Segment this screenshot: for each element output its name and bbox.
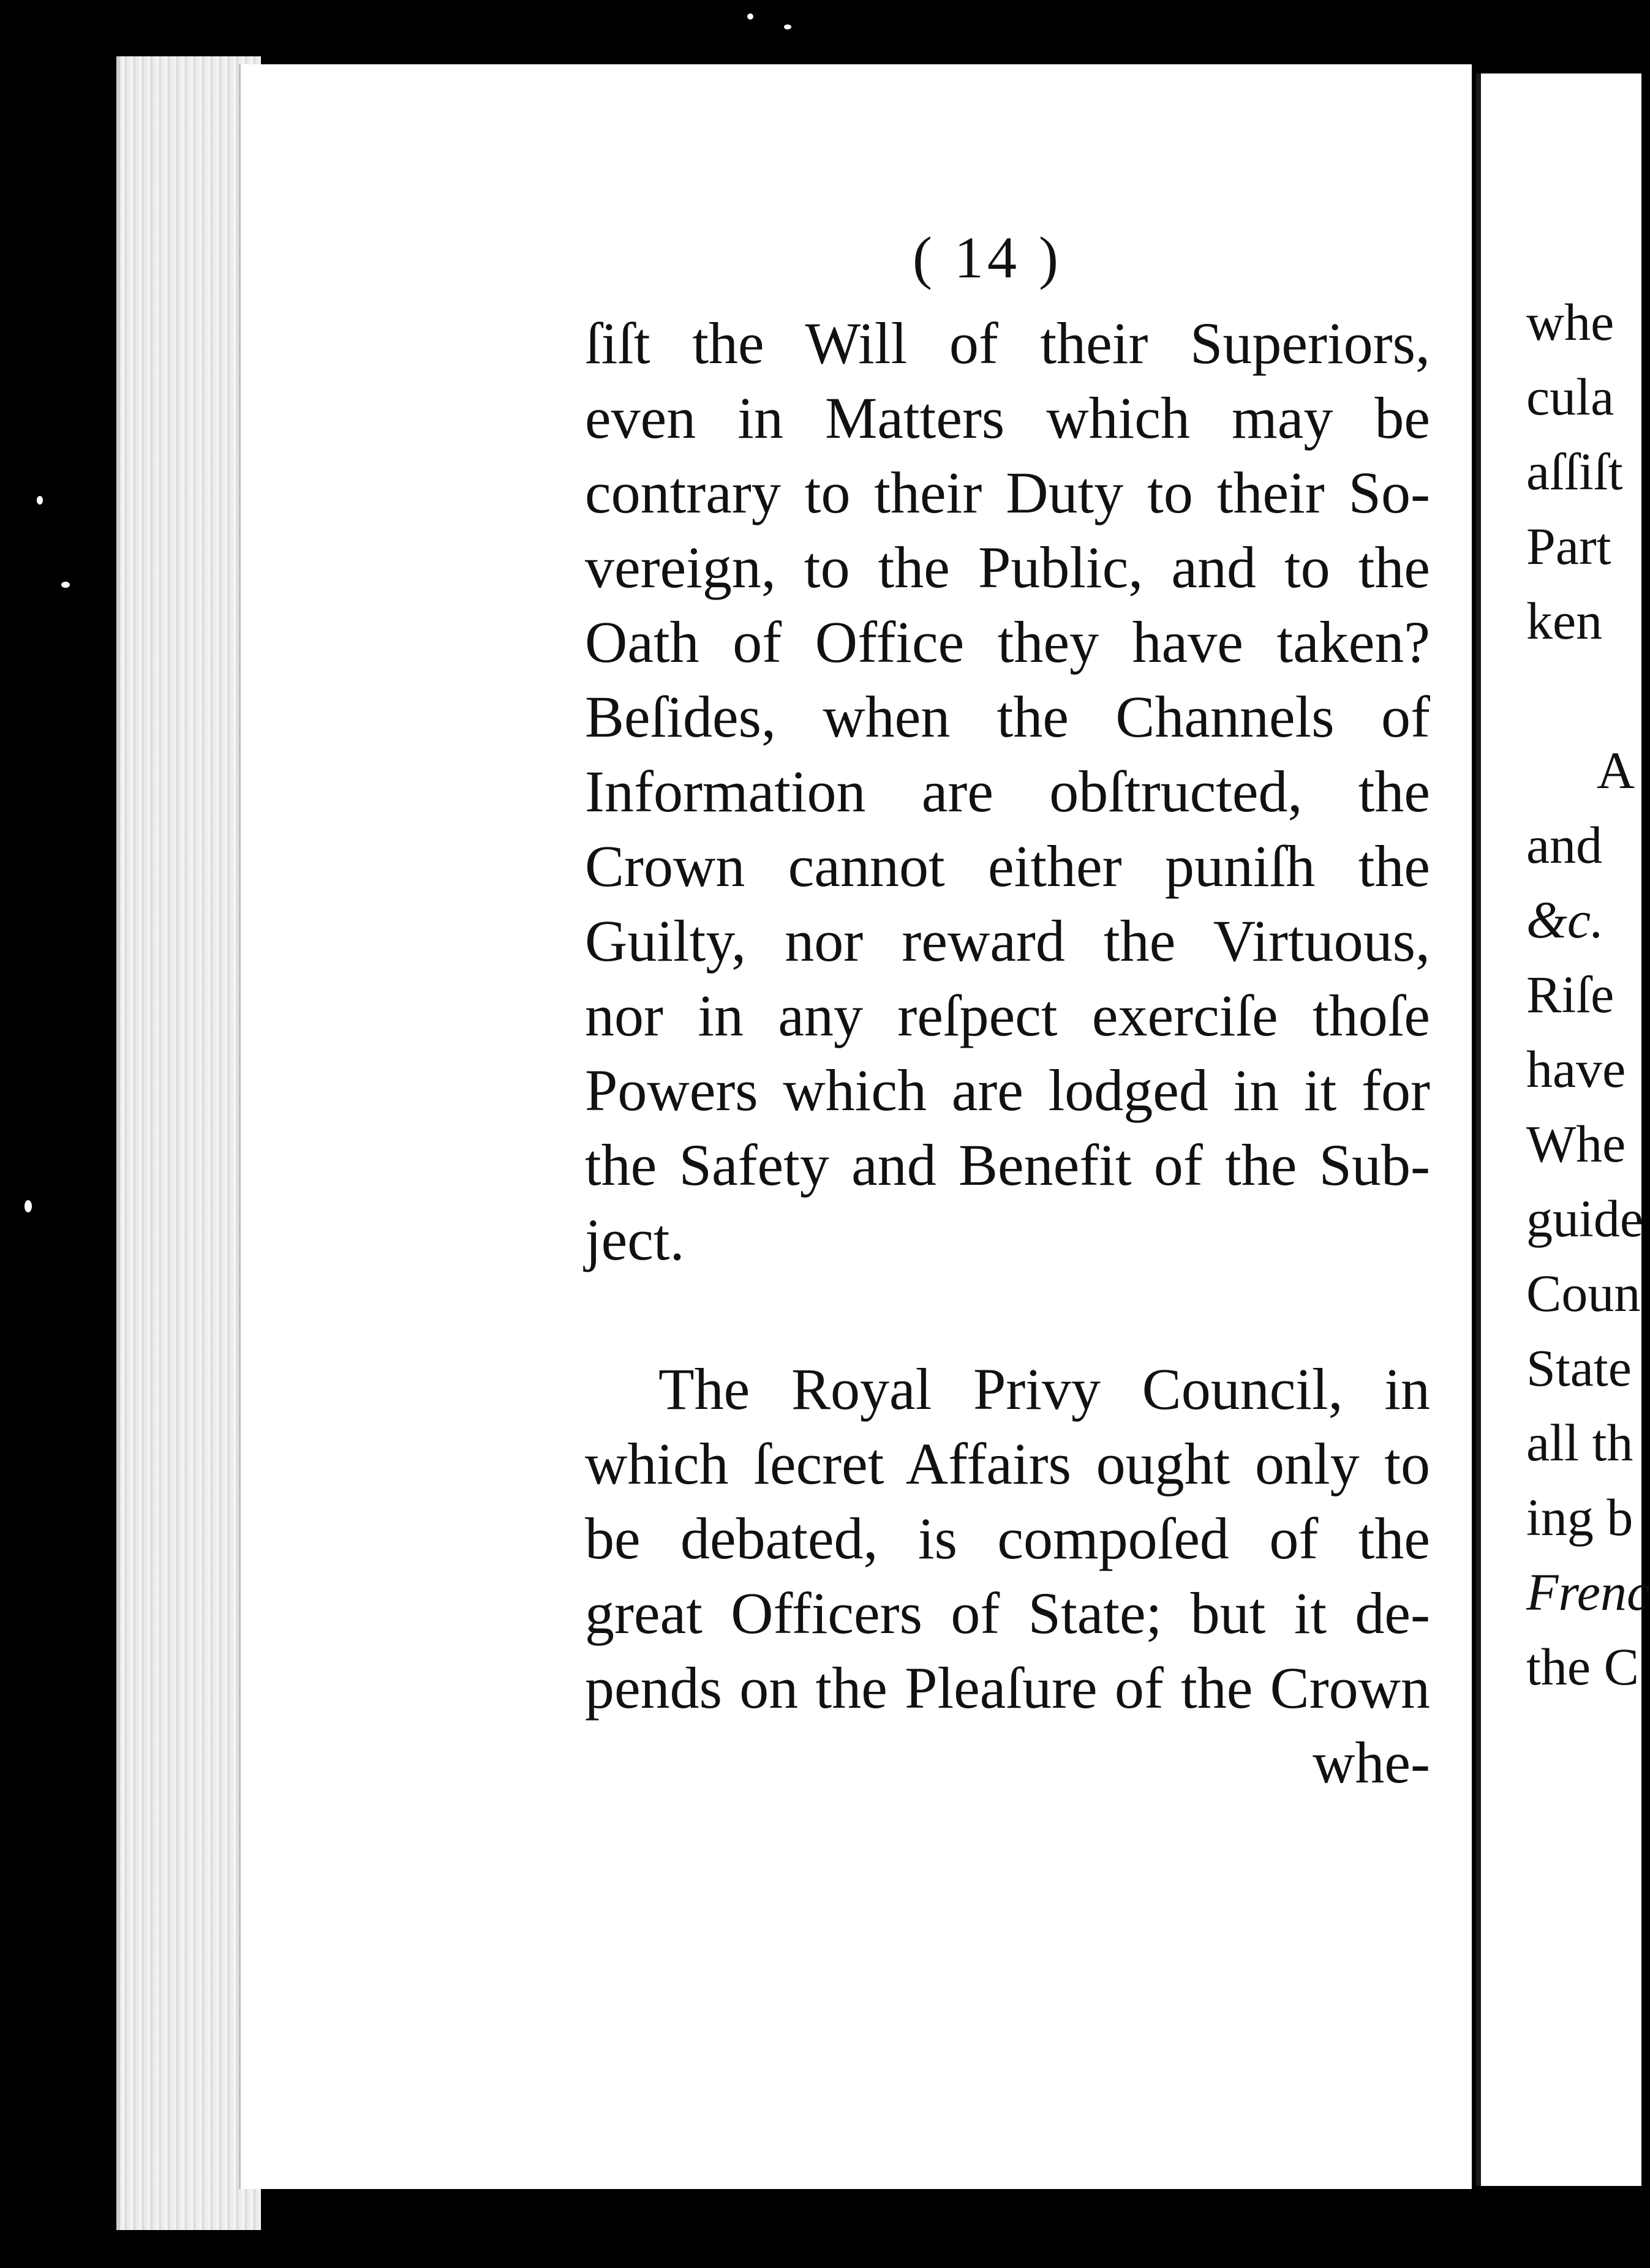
text-line: contrary to their Duty to their So- (585, 460, 1430, 525)
text-line: have (1526, 1040, 1626, 1098)
text-line: &c. (1526, 890, 1604, 949)
dust-speck (747, 13, 753, 20)
text-line: ſiſt the Will of their Superiors, (585, 310, 1430, 376)
text-line: Riſe (1526, 965, 1614, 1024)
text-line: all th (1526, 1413, 1633, 1472)
text-line: whe (1526, 293, 1614, 351)
text-line: Part (1526, 517, 1611, 576)
right-page-text (1526, 285, 1650, 1704)
text-line: The Royal Privy Council, in (658, 1356, 1430, 1422)
text-line: A (1597, 741, 1635, 800)
text-line: Coun (1526, 1264, 1641, 1323)
text-line: and (1526, 816, 1603, 874)
text-line: pends on the Pleaſure of the Crown (585, 1655, 1430, 1721)
text-line: ject. (585, 1207, 685, 1272)
text-line: nor in any reſpect exerciſe thoſe (585, 983, 1430, 1048)
text-line: ken (1526, 591, 1603, 650)
text-line: aſſiſt (1526, 442, 1623, 501)
text-line: Frenc (1526, 1563, 1650, 1621)
text-line: ing b (1526, 1488, 1633, 1547)
paragraph-gap (1526, 658, 1650, 733)
text-line: guide (1526, 1189, 1644, 1248)
dust-speck (61, 582, 70, 588)
text-line: Information are obſtructed, the (585, 759, 1430, 824)
text-line: the Safety and Benefit of the Sub- (585, 1132, 1430, 1198)
catchword: whe- (1313, 1730, 1430, 1795)
text-line: which ſecret Affairs ought only to (585, 1431, 1430, 1496)
text-line: Powers which are lodged in it for (585, 1057, 1430, 1123)
dust-speck (784, 24, 791, 29)
text-line: Oath of Office they have taken? (585, 609, 1430, 675)
paragraph-gap (585, 1277, 1430, 1352)
text-line: State (1526, 1339, 1632, 1397)
left-page-text (585, 306, 1430, 1800)
text-line: great Officers of State; but it de- (585, 1580, 1430, 1646)
text-line: cula (1526, 367, 1614, 426)
text-line: vereign, to the Public, and to the (585, 535, 1430, 600)
text-line: Beſides, when the Channels of (585, 684, 1430, 749)
dust-speck (24, 1200, 32, 1212)
dust-speck (37, 496, 43, 505)
text-line: even in Matters which may be (585, 385, 1430, 451)
text-line: be debated, is compoſed of the (585, 1506, 1430, 1571)
page-number: ( 14 ) (913, 225, 1062, 290)
text-line: Whe (1526, 1114, 1626, 1173)
text-line: the C (1526, 1637, 1639, 1696)
text-line: Guilty, nor reward the Virtuous, (585, 908, 1430, 974)
text-line: Crown cannot either puniſh the (585, 833, 1430, 899)
